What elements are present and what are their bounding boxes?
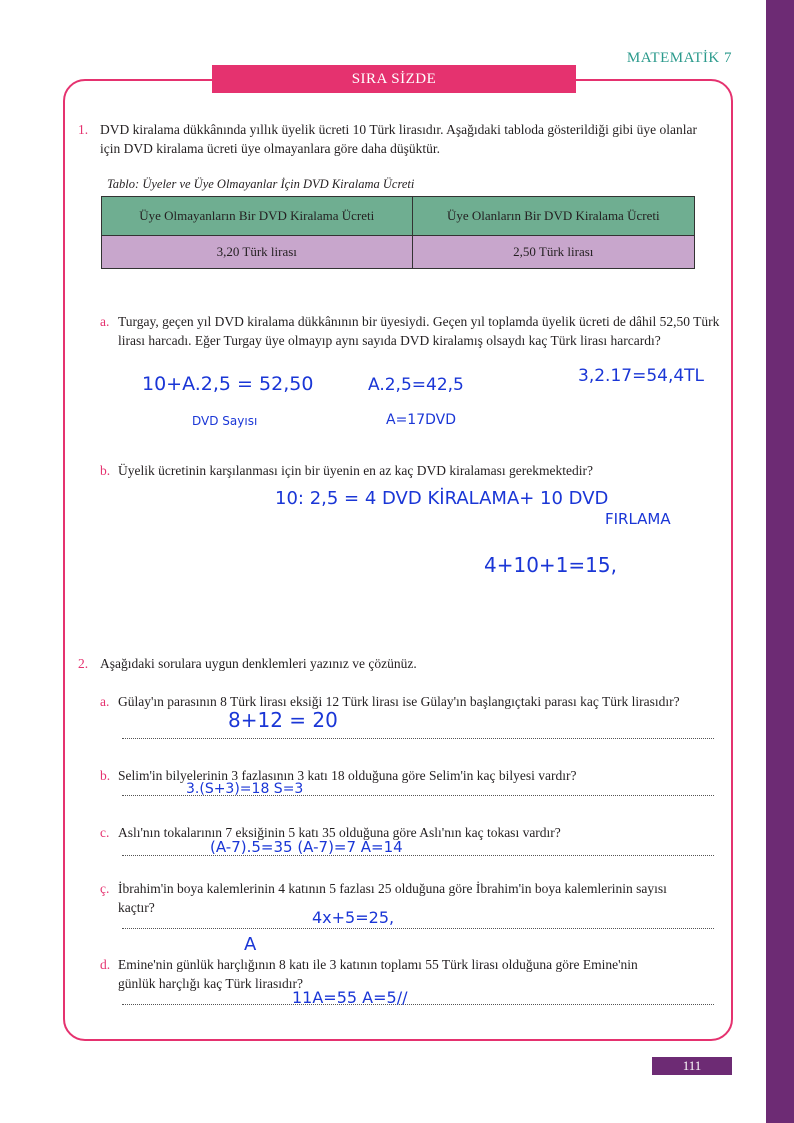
price-table [101, 196, 695, 269]
table-header-nonmember: Üye Olmayanların Bir DVD Kiralama Ücreti [102, 197, 413, 236]
q1a-label: a. [100, 314, 110, 329]
table-header-member: Üye Olanların Bir DVD Kiralama Ücreti [412, 197, 694, 236]
q2d-answer-line[interactable] [122, 1004, 714, 1005]
q2d-hw: 11A=55 A=5// [292, 988, 408, 1007]
q1a-hw-note: DVD Sayısı [192, 414, 258, 428]
q2d-text: Emine'nin günlük harçlığının 8 katı ile 3 katının toplamı 55 Türk lirası olduğuna göre Emine'nin günlük harçlığı kaç Türk lirasıdır? [118, 957, 638, 991]
q2-text: Aşağıdaki sorulara uygun denklemleri yazınız ve çözünüz. [100, 656, 417, 671]
q2b-text: Selim'in bilyelerinin 3 fazlasının 3 katı 18 olduğuna göre Selim'in kaç bilyesi vardır? [118, 768, 577, 783]
q1a-hw-equation: 10+A.2,5 = 52,50 [142, 373, 314, 395]
q2c-label: c. [100, 825, 110, 840]
q2cc-text: İbrahim'in boya kalemlerinin 4 katının 5 fazlası 25 olduğuna göre İbrahim'in boya kalemlerinin sayısı kaçtır? [118, 881, 667, 915]
q1b-hw-line1: 10: 2,5 = 4 DVD KİRALAMA+ 10 DVD [275, 488, 609, 509]
table-caption: Tablo: Üyeler ve Üye Olmayanlar İçin DVD Kiralama Ücreti [107, 177, 415, 191]
q1a-hw-result: A=17DVD [386, 412, 457, 428]
q2cc-hw: 4x+5=25, [312, 908, 395, 927]
q1a-hw-answer: 3,2.17=54,4TL [578, 366, 705, 386]
section-banner: SIRA SİZDE [212, 65, 576, 93]
q1b-label: b. [100, 463, 111, 478]
subject-header: MATEMATİK 7 [626, 50, 732, 66]
table-cell-nonmember-price: 3,20 Türk lirası [102, 236, 413, 269]
page-edge-band [766, 0, 794, 1123]
q2d-hw-mark: A [244, 934, 257, 955]
q1a-text: Turgay, geçen yıl DVD kiralama dükkânının bir üyesiydi. Geçen yıl toplamda üyelik ücreti de dâhil 52,50 Türk lirası harcadı. Eğer Turgay üye olmayıp aynı sayıda DVD kiralamış olsaydı kaç Türk lirası harcardı? [118, 314, 720, 348]
page-number: 111 [652, 1057, 732, 1075]
q2b-label: b. [100, 768, 111, 783]
q2c-text: Aslı'nın tokalarının 7 eksiğinin 5 katı 35 olduğuna göre Aslı'nın kaç tokası vardır? [118, 825, 561, 840]
q2cc-answer-line[interactable] [122, 928, 714, 929]
table-cell-member-price: 2,50 Türk lirası [412, 236, 694, 269]
q1-number: 1. [78, 122, 89, 137]
q1a-hw-step: A.2,5=42,5 [368, 375, 464, 395]
q2a-label: a. [100, 694, 110, 709]
q1-text: DVD kiralama dükkânında yıllık üyelik ücreti 10 Türk lirasıdır. Aşağıdaki tabloda gösterildiği gibi üye olanlar için DVD kiralama ücreti üye olmayanlara göre daha düşüktür. [100, 122, 697, 156]
q2a-text: Gülay'ın parasının 8 Türk lirası eksiği 12 Türk lirası ise Gülay'ın başlangıçtaki parası kaç Türk lirasıdır? [118, 694, 680, 709]
q2-number: 2. [78, 656, 89, 671]
q2cc-label: ç. [100, 881, 110, 896]
q1b-hw-line2: FIRLAMA [605, 510, 671, 528]
q2d-label: d. [100, 957, 111, 972]
q2a-answer-line[interactable] [122, 738, 714, 739]
q2b-hw: 3.(S+3)=18 S=3 [186, 781, 304, 797]
q1b-hw-line3: 4+10+1=15, [484, 553, 617, 577]
q1b-text: Üyelik ücretinin karşılanması için bir üyenin en az kaç DVD kiralaması gerekmektedir? [118, 463, 593, 478]
q2c-hw: (A-7).5=35 (A-7)=7 A=14 [210, 838, 403, 856]
q2a-hw: 8+12 = 20 [228, 708, 338, 732]
